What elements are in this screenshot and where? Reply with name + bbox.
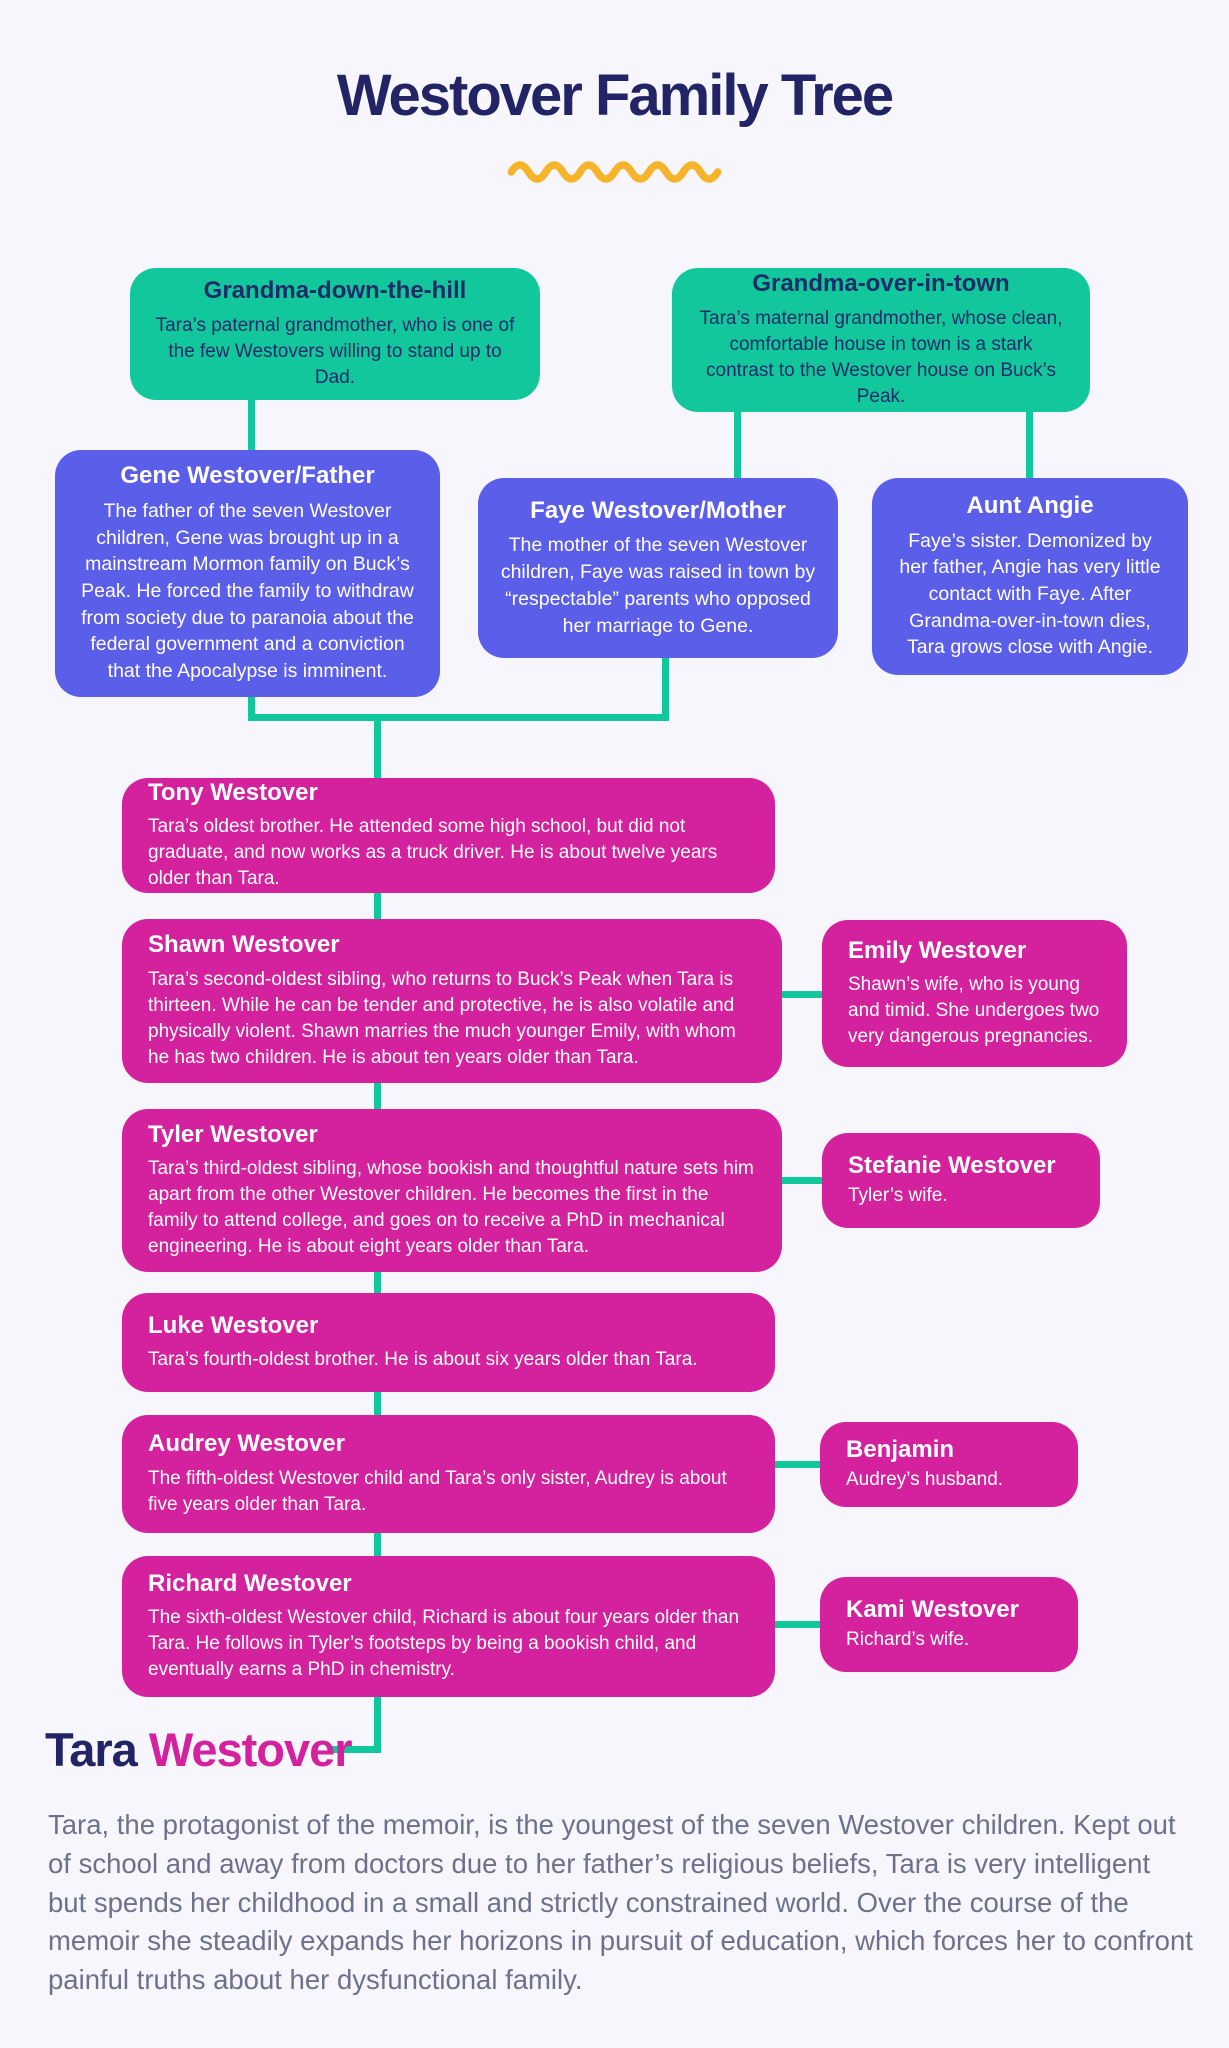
kami-westover-name: Kami Westover	[846, 1595, 1019, 1623]
gene-westover-description: The father of the seven Westover children, Gene was brought up in a mainstream Mormon family on Buck’s Peak. He forced the family to withdraw from society due to paranoia about the federal government and a conviction that the Apocalypse is imminent.	[81, 499, 414, 683]
shawn-westover-name: Shawn Westover	[148, 931, 340, 959]
gene-westover-name: Gene Westover/Father	[120, 462, 375, 490]
connector-grandmaoverintown-faye	[734, 410, 741, 480]
tony-westover-name: Tony Westover	[148, 778, 318, 806]
connector-richard-kami	[770, 1621, 820, 1628]
shawn-westover-description: Tara’s second-oldest sibling, who returns to Buck’s Peak when Tara is thirteen. While he can be tender and protective, he is also volatile and physically violent. Shawn marries the much younger Emily, with whom he has two children. He is about ten years older than Tara.	[148, 968, 736, 1068]
tony-westover-description: Tara’s oldest brother. He attended some high school, but did not graduate, and now works as a truck driver. He is about twelve years older than Tara.	[148, 816, 718, 890]
tyler-westover-name: Tyler Westover	[148, 1120, 318, 1148]
connector-parents-bus	[248, 714, 669, 721]
luke-westover-name: Luke Westover	[148, 1311, 319, 1339]
faye-westover-description: The mother of the seven Westover children, Faye was raised in town by “respectable” parents who opposed her marriage to Gene.	[500, 534, 816, 637]
tara-last-name: Westover	[148, 1723, 352, 1776]
card-richard-westover	[122, 1556, 775, 1697]
card-stefanie-westover	[822, 1133, 1100, 1228]
card-audrey-westover	[122, 1415, 775, 1533]
tara-heading	[45, 1722, 352, 1777]
emily-westover-description: Shawn’s wife, who is young and timid. She undergoes two very dangerous pregnancies.	[848, 974, 1100, 1048]
card-emily-westover	[822, 920, 1127, 1067]
grandma-down-the-hill-description: Tara’s paternal grandmother, who is one of the few Westovers willing to stand up to Dad.	[155, 314, 515, 388]
card-grandma-over-in-town	[672, 268, 1090, 412]
benjamin-name: Benjamin	[846, 1435, 955, 1463]
stefanie-westover-description: Tyler’s wife.	[848, 1185, 948, 1207]
benjamin-description: Audrey’s husband.	[846, 1469, 1004, 1491]
card-kami-westover	[820, 1577, 1078, 1672]
grandma-over-in-town-name: Grandma-over-in-town	[752, 270, 1010, 298]
audrey-westover-name: Audrey Westover	[148, 1430, 345, 1458]
richard-westover-name: Richard Westover	[148, 1569, 352, 1597]
card-faye-westover	[478, 478, 838, 658]
connector-grandmaoverintown-angie	[1026, 410, 1033, 480]
card-gene-westover	[55, 450, 440, 697]
card-tony-westover	[122, 778, 775, 893]
connector-audrey-benjamin	[770, 1461, 820, 1468]
card-aunt-angie	[872, 478, 1188, 675]
tyler-westover-description: Tara’s third-oldest sibling, whose bookish and thoughtful nature sets him apart from the other Westover children. He becomes the first in the family to attend college, and goes on to receive a PhD in mechanical engineering. He is about eight years older than Tara.	[148, 1158, 754, 1258]
page-title: Westover Family Tree	[336, 63, 893, 128]
faye-westover-name: Faye Westover/Mother	[530, 496, 786, 524]
grandma-over-in-town-description: Tara’s maternal grandmother, whose clean, comfortable house in town is a stark contrast to the Westover house on Buck’s Peak.	[699, 307, 1063, 407]
card-luke-westover	[122, 1293, 775, 1392]
card-grandma-down-the-hill	[130, 268, 540, 400]
card-tyler-westover	[122, 1109, 782, 1272]
richard-westover-description: The sixth-oldest Westover child, Richard is about four years older than Tara. He follows in Tyler’s footsteps by being a bookish child, and eventually earns a PhD in chemistry.	[148, 1607, 740, 1681]
card-shawn-westover	[122, 919, 782, 1083]
aunt-angie-description: Faye’s sister. Demonized by her father, Angie has very little contact with Faye. After Grandma-over-in-town dies, Tara grows close with Angie.	[899, 529, 1161, 659]
luke-westover-description: Tara’s fourth-oldest brother. He is about six years older than Tara.	[148, 1349, 698, 1371]
kami-westover-description: Richard’s wife.	[846, 1629, 970, 1651]
aunt-angie-name: Aunt Angie	[966, 491, 1094, 519]
connector-grandmadownhill-gene	[248, 398, 255, 452]
connector-faye-bus	[662, 654, 669, 721]
emily-westover-name: Emily Westover	[848, 936, 1027, 964]
audrey-westover-description: The fifth-oldest Westover child and Tara’s only sister, Audrey is about five years older than Tara.	[148, 1467, 727, 1515]
stefanie-westover-name: Stefanie Westover	[848, 1151, 1056, 1179]
grandma-down-the-hill-name: Grandma-down-the-hill	[203, 277, 467, 305]
tara-first-name: Tara	[45, 1723, 137, 1776]
tara-description: Tara, the protagonist of the memoir, is the youngest of the seven Westover children. Kept out of school and away from doctors due to her father’s religious beliefs, Tara is very intelligent but spends her childhood in a small and strictly constrained world. Over the course of the memoir she steadily expands her horizons in pursuit of education, which forces her to confront painful truths about her dysfunctional family.	[48, 1809, 1193, 1996]
card-benjamin	[820, 1422, 1078, 1507]
wavy-underline-icon	[507, 160, 722, 184]
